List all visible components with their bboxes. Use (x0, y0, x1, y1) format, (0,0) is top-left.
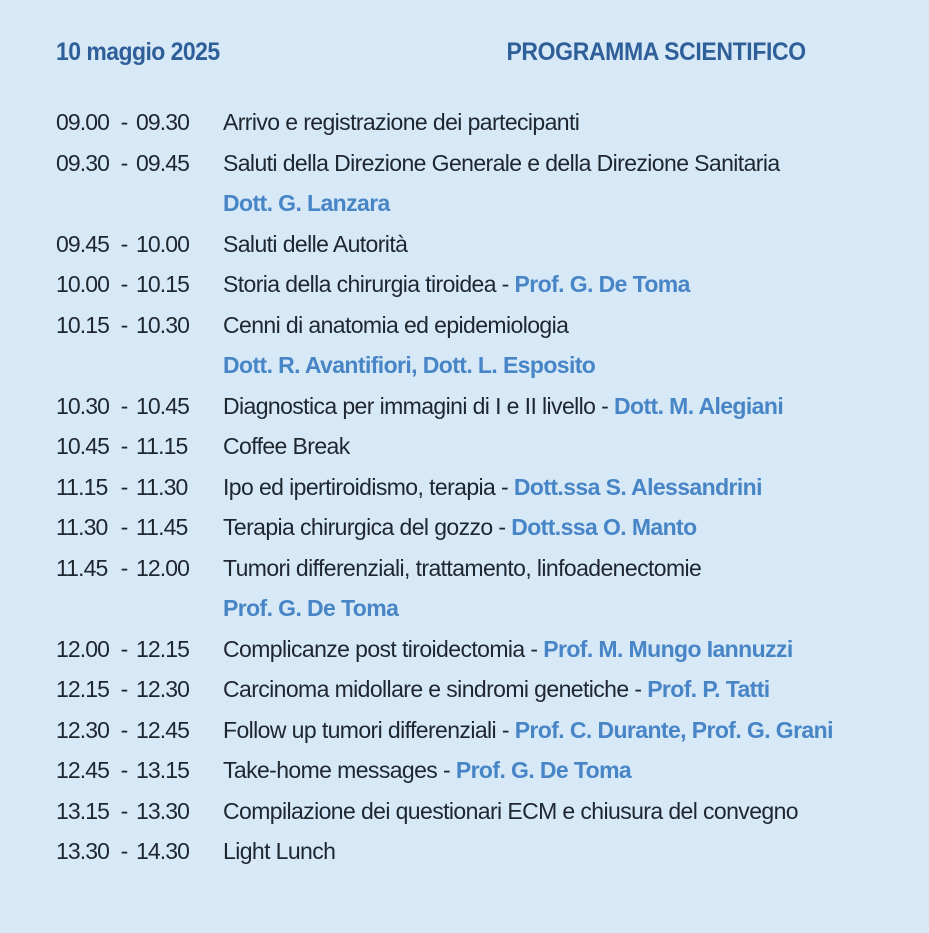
end-time: 10.45 (136, 392, 190, 419)
time-slot (56, 629, 223, 670)
session-title: Saluti della Direzione Generale e della Direzione Sanitaria (223, 149, 780, 176)
end-time: 09.45 (136, 149, 190, 176)
time-separator: - (120, 149, 128, 176)
time-slot (56, 467, 223, 508)
speaker-name: Prof. P. Tatti (647, 676, 770, 702)
end-time: 14.30 (136, 838, 190, 864)
end-time: 12.15 (136, 635, 190, 662)
speaker-separator: - (495, 473, 514, 500)
schedule-row (56, 305, 899, 346)
session-cell (223, 629, 793, 670)
speaker-name: Prof. G. De Toma (455, 757, 632, 783)
schedule-row (56, 345, 899, 386)
time-separator: - (120, 473, 128, 500)
end-time: 11.15 (136, 433, 188, 459)
session-title: Tumori differenziali, trattamento, linfoadenectomie (223, 554, 702, 581)
time-slot (56, 426, 223, 467)
start-time: 13.15 (56, 797, 110, 824)
time-slot (56, 750, 223, 791)
time-slot (56, 143, 223, 184)
end-time: 10.15 (136, 271, 190, 297)
session-cell (223, 345, 595, 386)
start-time: 10.15 (56, 311, 110, 338)
schedule-row (56, 791, 899, 832)
start-time: 10.30 (56, 392, 110, 419)
time-slot (56, 669, 223, 710)
schedule-row (56, 183, 899, 224)
speaker-name: Dott. M. Alegiani (614, 392, 784, 419)
schedule-row (56, 507, 899, 548)
session-cell (223, 467, 762, 508)
session-cell (223, 224, 407, 265)
time-slot (56, 507, 223, 548)
time-slot (56, 386, 223, 427)
session-cell (223, 669, 770, 710)
end-time: 11.45 (136, 514, 188, 540)
time-slot (56, 264, 223, 305)
end-time: 12.30 (136, 676, 190, 702)
speaker-name: Dott. R. Avantifiori, Dott. L. Esposito (223, 352, 596, 378)
schedule-row (56, 831, 899, 872)
session-title: Arrivo e registrazione dei partecipanti (223, 109, 580, 135)
speaker-name: Prof. M. Mungo Iannuzzi (543, 635, 793, 662)
speaker-separator: - (524, 635, 544, 662)
schedule-row (56, 264, 899, 305)
session-title: Light Lunch (223, 838, 336, 864)
schedule-row (56, 386, 899, 427)
end-time: 09.30 (136, 109, 190, 135)
page-title: PROGRAMMA SCIENTIFICO (506, 38, 806, 66)
time-slot (56, 305, 223, 346)
start-time: 09.00 (56, 109, 110, 135)
session-cell (223, 426, 350, 467)
start-time: 11.15 (56, 473, 108, 500)
event-date: 10 maggio 2025 (56, 38, 220, 66)
session-title: Saluti delle Autorità (223, 230, 408, 257)
speaker-name: Prof. G. De Toma (514, 271, 690, 297)
session-title: Take-home messages (223, 757, 438, 783)
session-title: Terapia chirurgica del gozzo (223, 514, 493, 540)
end-time: 10.00 (136, 230, 190, 257)
time-slot (56, 102, 223, 143)
schedule-row (56, 224, 899, 265)
session-cell (223, 710, 833, 751)
time-separator: - (120, 716, 128, 743)
speaker-name: Dott.ssa O. Manto (511, 514, 697, 540)
schedule-row (56, 467, 899, 508)
schedule-row (56, 548, 899, 589)
session-cell (223, 548, 701, 589)
session-title: Diagnostica per immagini di I e II livello (223, 392, 596, 419)
schedule-row (56, 710, 899, 751)
time-separator: - (120, 311, 128, 338)
end-time: 13.30 (136, 797, 190, 824)
schedule-row (56, 669, 899, 710)
start-time: 09.30 (56, 149, 110, 176)
schedule-row (56, 143, 899, 184)
end-time: 11.30 (136, 473, 188, 500)
schedule-row (56, 588, 899, 629)
program-schedule (56, 102, 899, 872)
start-time: 12.45 (56, 757, 110, 783)
start-time: 10.45 (56, 433, 110, 459)
time-separator: - (120, 271, 128, 297)
session-cell (223, 588, 398, 629)
session-title: Carcinoma midollare e sindromi genetiche (223, 676, 629, 702)
schedule-row (56, 750, 899, 791)
speaker-separator: - (595, 392, 614, 419)
schedule-row (56, 426, 899, 467)
session-title: Coffee Break (223, 433, 350, 459)
schedule-row (56, 102, 899, 143)
session-cell (223, 264, 690, 305)
time-separator: - (120, 838, 128, 864)
session-title: Follow up tumori differenziali (223, 716, 497, 743)
start-time: 11.45 (56, 554, 108, 581)
time-separator: - (120, 554, 128, 581)
schedule-row (56, 629, 899, 670)
time-separator: - (120, 797, 128, 824)
time-separator: - (120, 514, 128, 540)
session-cell (223, 183, 390, 224)
speaker-separator: - (495, 271, 515, 297)
session-cell (223, 143, 780, 184)
session-title: Complicanze post tiroidectomia (223, 635, 525, 662)
speaker-name: Prof. G. De Toma (223, 595, 399, 621)
end-time: 13.15 (136, 757, 190, 783)
session-cell (223, 102, 579, 143)
session-cell (223, 305, 568, 346)
time-slot (56, 710, 223, 751)
start-time: 13.30 (56, 838, 110, 864)
time-slot (56, 831, 223, 872)
session-cell (223, 791, 798, 832)
time-separator: - (120, 433, 128, 459)
start-time: 12.15 (56, 676, 110, 702)
speaker-separator: - (496, 716, 515, 743)
session-title: Cenni di anatomia ed epidemiologia (223, 311, 569, 338)
session-cell (223, 750, 631, 791)
end-time: 12.00 (136, 554, 190, 581)
time-slot (56, 548, 223, 589)
start-time: 12.30 (56, 716, 110, 743)
session-cell (223, 507, 697, 548)
page-header (56, 38, 806, 67)
session-title: Ipo ed ipertiroidismo, terapia (223, 473, 496, 500)
speaker-separator: - (492, 514, 512, 540)
start-time: 10.00 (56, 271, 110, 297)
session-title: Compilazione dei questionari ECM e chiusura del convegno (223, 797, 798, 824)
time-separator: - (120, 635, 128, 662)
time-separator: - (120, 676, 128, 702)
start-time: 12.00 (56, 635, 110, 662)
start-time: 11.30 (56, 514, 108, 540)
session-cell (223, 831, 335, 872)
start-time: 09.45 (56, 230, 110, 257)
speaker-separator: - (628, 676, 648, 702)
time-slot (56, 791, 223, 832)
session-cell (223, 386, 783, 427)
time-separator: - (120, 230, 128, 257)
speaker-name: Prof. C. Durante, Prof. G. Grani (514, 716, 833, 743)
end-time: 10.30 (136, 311, 190, 338)
time-separator: - (120, 392, 128, 419)
speaker-name: Dott.ssa S. Alessandrini (513, 473, 762, 500)
end-time: 12.45 (136, 716, 190, 743)
time-separator: - (120, 757, 128, 783)
time-separator: - (120, 109, 128, 135)
session-title: Storia della chirurgia tiroidea (223, 271, 496, 297)
speaker-separator: - (437, 757, 456, 783)
speaker-name: Dott. G. Lanzara (223, 190, 390, 216)
time-slot (56, 224, 223, 265)
